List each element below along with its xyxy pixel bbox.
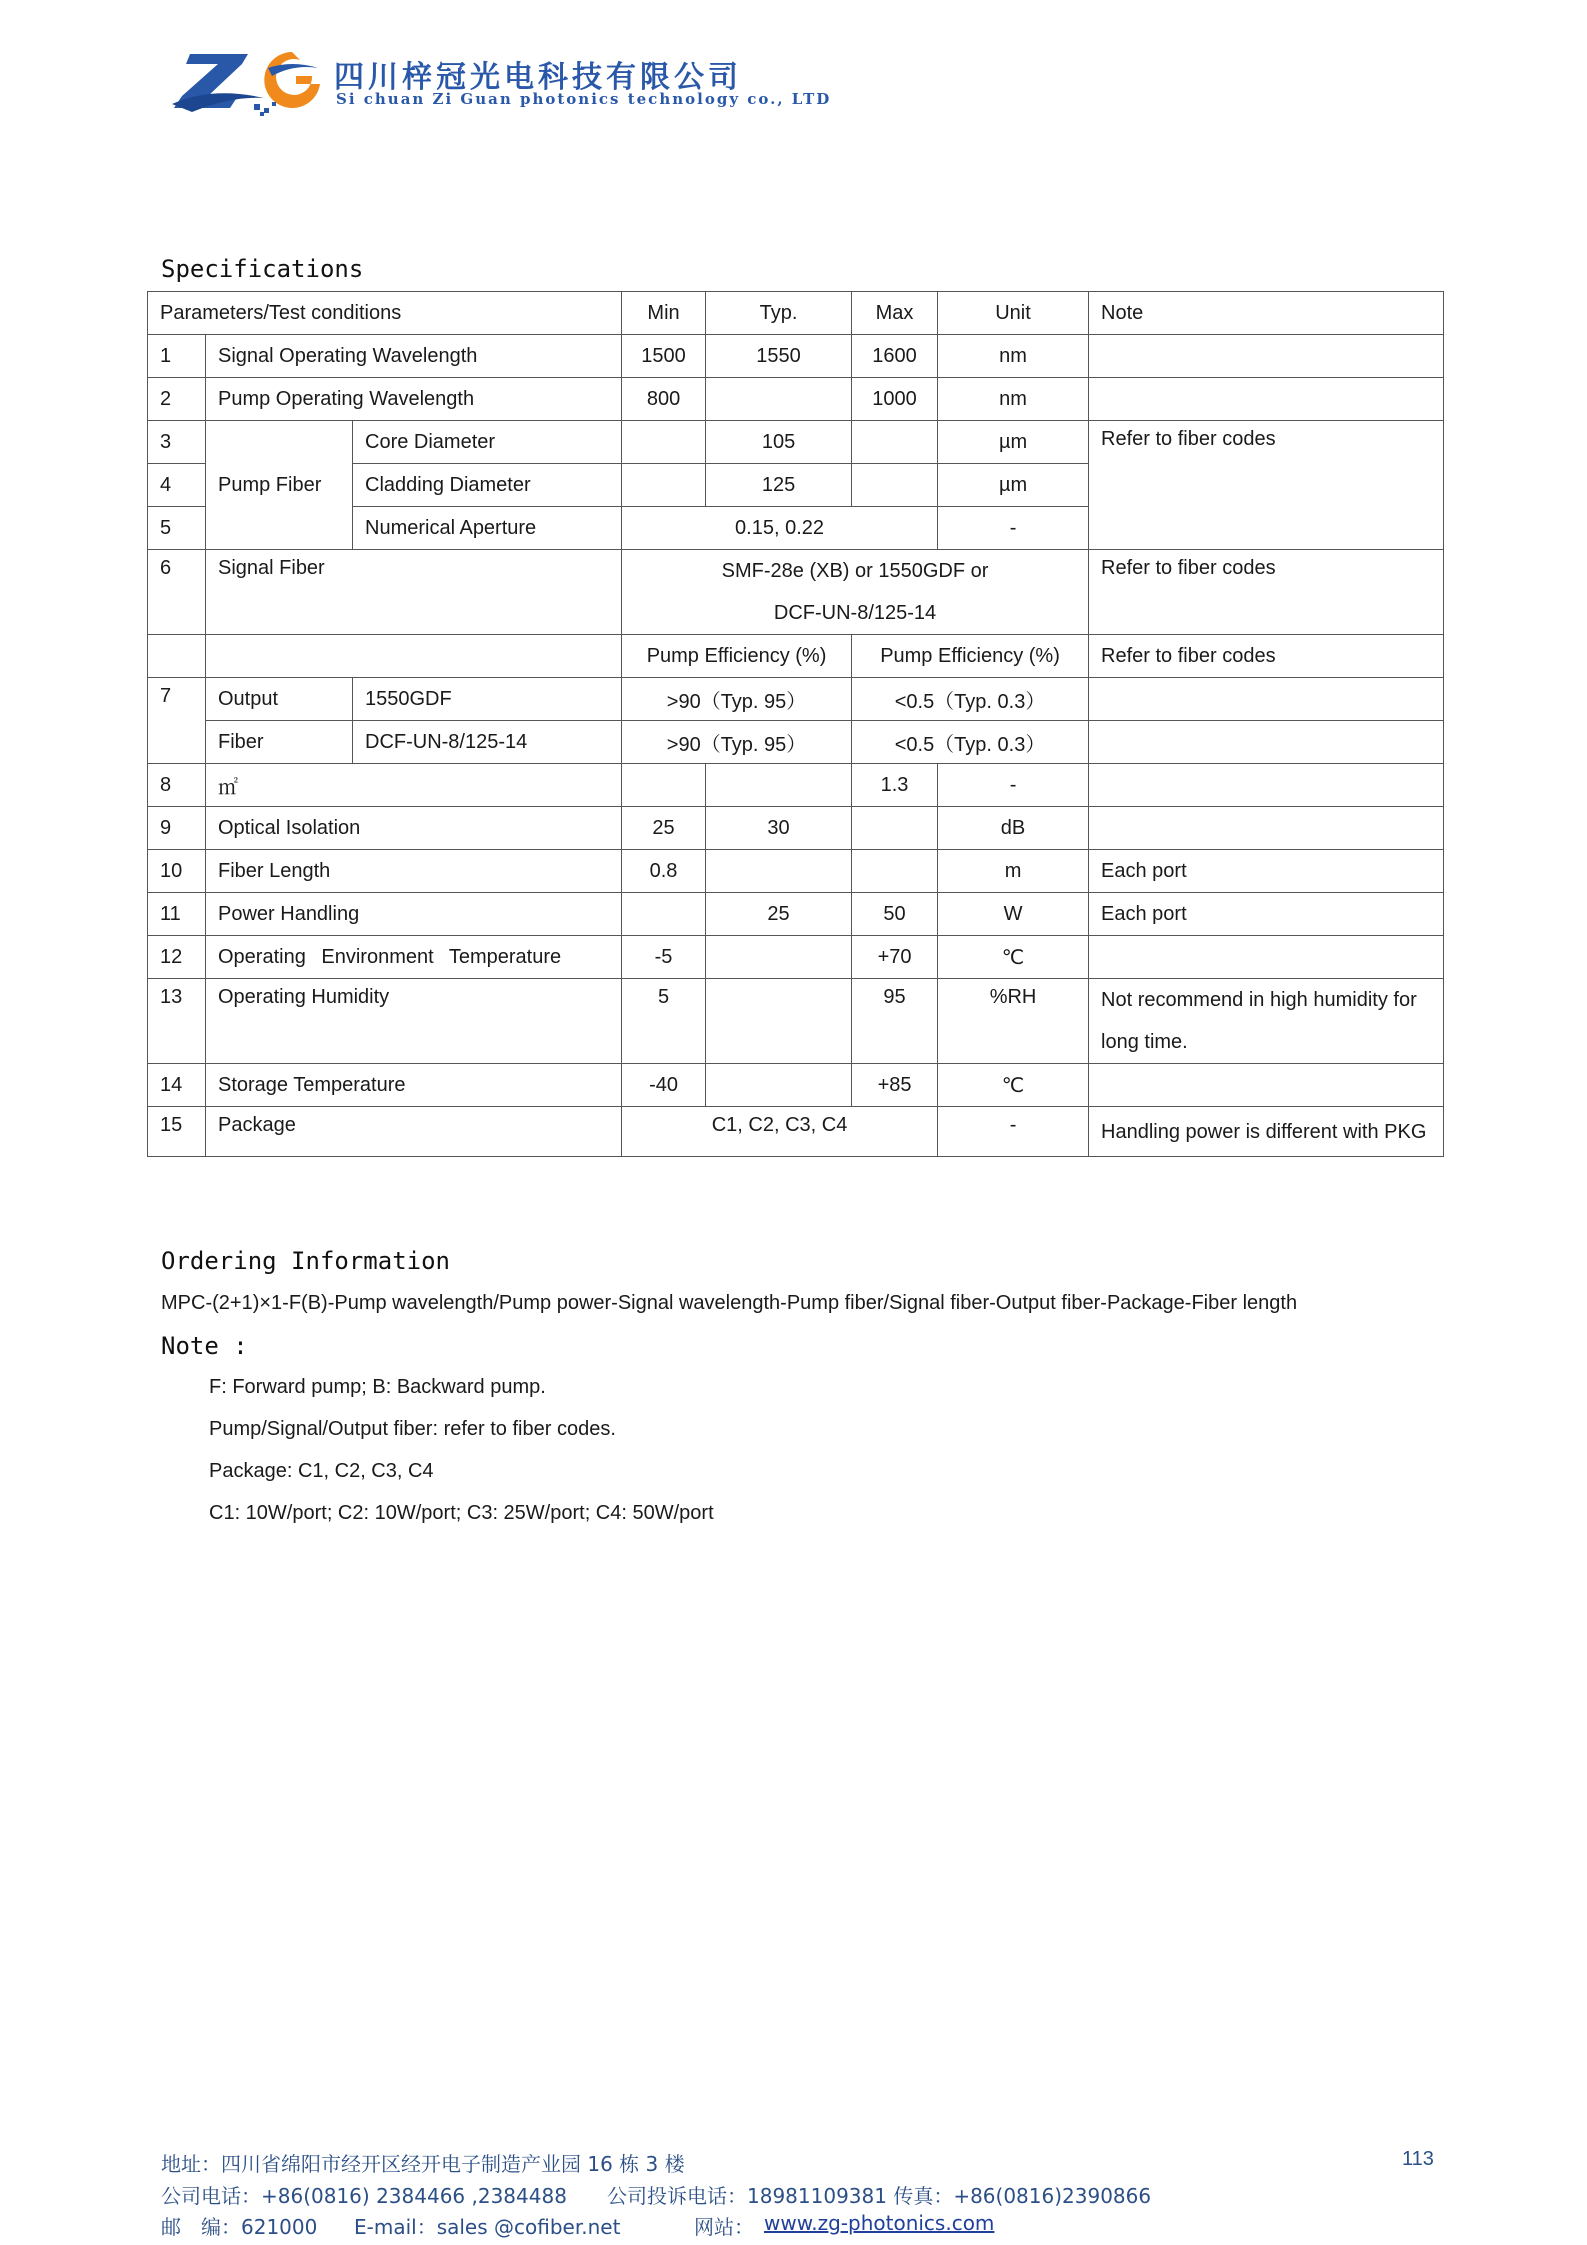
note-value: Each port <box>1089 893 1444 936</box>
max-value <box>852 421 938 464</box>
min-value <box>622 893 706 936</box>
max-value: 1000 <box>852 378 938 421</box>
typ-value <box>706 764 852 807</box>
footer-postcode: 邮 编：621000 <box>161 2215 318 2239</box>
typ-value <box>706 378 852 421</box>
table-row <box>148 893 1444 936</box>
ordering-code: MPC-(2+1)×1-F(B)-Pump wavelength/Pump power-Signal wavelength-Pump fiber/Signal fiber-Output fiber-Package-Fiber length <box>161 1292 1298 1314</box>
header-note: Note <box>1089 292 1444 335</box>
typ-value <box>706 1064 852 1107</box>
row-number: 15 <box>148 1107 206 1157</box>
efficiency-value: <0.5（Typ. 0.3） <box>852 721 1089 764</box>
min-value: -5 <box>622 936 706 979</box>
typ-value: 125 <box>706 464 852 507</box>
signal-fiber-value <box>622 550 1089 635</box>
unit-value: - <box>938 764 1089 807</box>
param-sub-name: DCF-UN-8/125-14 <box>353 721 622 764</box>
min-value: 0.8 <box>622 850 706 893</box>
signal-fiber-line1: SMF-28e (XB) or 1550GDF or <box>721 560 989 582</box>
table-row <box>148 678 1444 721</box>
row-number: 1 <box>148 335 206 378</box>
table-row <box>148 850 1444 893</box>
output-fiber-label-1: Output <box>206 678 353 721</box>
footer-website-link-wrap <box>764 2211 994 2235</box>
param-name: ㎡ <box>206 764 622 807</box>
row-number: 11 <box>148 893 206 936</box>
max-value <box>852 850 938 893</box>
min-value <box>622 464 706 507</box>
note-value <box>1089 335 1444 378</box>
company-name-en: Si chuan Zi Guan photonics technology co., LTD <box>336 90 832 108</box>
header-max: Max <box>852 292 938 335</box>
unit-value: - <box>938 507 1089 550</box>
signal-fiber-line2: DCF-UN-8/125-14 <box>773 602 937 624</box>
note-value: Not recommend in high humidity for long time. <box>1089 979 1444 1064</box>
note-value <box>1089 1064 1444 1107</box>
param-sub-name: Cladding Diameter <box>353 464 622 507</box>
row-number: 3 <box>148 421 206 464</box>
row-number: 10 <box>148 850 206 893</box>
table-row <box>148 550 1444 635</box>
param-name: Package <box>206 1107 622 1157</box>
table-header-row <box>148 292 1444 335</box>
row-number: 7 <box>148 678 206 764</box>
min-value: 800 <box>622 378 706 421</box>
note-value: Each port <box>1089 850 1444 893</box>
param-sub-name: Numerical Aperture <box>353 507 622 550</box>
note-value: Refer to fiber codes <box>1089 635 1444 678</box>
unit-value: nm <box>938 335 1089 378</box>
param-name: Fiber Length <box>206 850 622 893</box>
unit-value: %RH <box>938 979 1089 1064</box>
param-name: Signal Operating Wavelength <box>206 335 622 378</box>
ordering-heading: Ordering Information <box>161 1247 450 1275</box>
note-value <box>1089 807 1444 850</box>
unit-value: µm <box>938 421 1089 464</box>
unit-value: W <box>938 893 1089 936</box>
min-value: 25 <box>622 807 706 850</box>
typ-value <box>706 979 852 1064</box>
max-value: 1.3 <box>852 764 938 807</box>
footer-website-label: 网站： <box>694 2215 754 2239</box>
note-value: Handling power is different with PKG <box>1089 1107 1444 1157</box>
package-value: C1, C2, C3, C4 <box>622 1107 938 1157</box>
note-item: F: Forward pump; B: Backward pump. <box>209 1376 546 1398</box>
param-name: Pump Operating Wavelength <box>206 378 622 421</box>
table-row <box>148 635 1444 678</box>
typ-value: 105 <box>706 421 852 464</box>
specifications-table <box>147 291 1444 1157</box>
max-value: 95 <box>852 979 938 1064</box>
max-value: 1600 <box>852 335 938 378</box>
table-row <box>148 1107 1444 1157</box>
max-value: +70 <box>852 936 938 979</box>
max-value: 50 <box>852 893 938 936</box>
param-name: Signal Fiber <box>206 550 622 635</box>
row-number: 14 <box>148 1064 206 1107</box>
note-value <box>1089 721 1444 764</box>
website-link[interactable]: www.zg-photonics.com <box>764 2211 995 2235</box>
pump-efficiency-header-2: Pump Efficiency (%) <box>852 635 1089 678</box>
min-value <box>622 764 706 807</box>
row-number: 6 <box>148 550 206 635</box>
unit-value: dB <box>938 807 1089 850</box>
min-value: 5 <box>622 979 706 1064</box>
unit-value: nm <box>938 378 1089 421</box>
row-number: 5 <box>148 507 206 550</box>
footer-phone: 公司电话：+86(0816) 2384466 ,2384488 <box>161 2184 567 2208</box>
unit-value: µm <box>938 464 1089 507</box>
param-sub-name: 1550GDF <box>353 678 622 721</box>
na-value: 0.15, 0.22 <box>622 507 938 550</box>
param-sub-name: Core Diameter <box>353 421 622 464</box>
note-value <box>1089 378 1444 421</box>
typ-value: 1550 <box>706 335 852 378</box>
param-name: Storage Temperature <box>206 1064 622 1107</box>
pump-fiber-label: Pump Fiber <box>206 421 353 550</box>
footer-complaint-fax: 公司投诉电话：18981109381 传真：+86(0816)2390866 <box>607 2184 1152 2208</box>
pump-efficiency-header-1: Pump Efficiency (%) <box>622 635 852 678</box>
company-logo <box>172 46 322 118</box>
company-name-cn: 四川梓冠光电科技有限公司 <box>334 60 742 95</box>
note-item: C1: 10W/port; C2: 10W/port; C3: 25W/port; C4: 50W/port <box>209 1502 714 1524</box>
param-name: Operating Humidity <box>206 979 622 1064</box>
max-value <box>852 807 938 850</box>
efficiency-value: >90（Typ. 95） <box>622 721 852 764</box>
unit-value: ℃ <box>938 936 1089 979</box>
param-name <box>206 635 622 678</box>
header-param: Parameters/Test conditions <box>148 292 622 335</box>
note-value <box>1089 936 1444 979</box>
unit-value: ℃ <box>938 1064 1089 1107</box>
typ-value <box>706 850 852 893</box>
table-row <box>148 335 1444 378</box>
row-number: 9 <box>148 807 206 850</box>
unit-value: m <box>938 850 1089 893</box>
output-fiber-label-2: Fiber <box>206 721 353 764</box>
note-value <box>1089 764 1444 807</box>
header-min: Min <box>622 292 706 335</box>
row-number: 13 <box>148 979 206 1064</box>
param-name: Operating Environment Temperature <box>206 936 622 979</box>
typ-value: 30 <box>706 807 852 850</box>
typ-value: 25 <box>706 893 852 936</box>
row-number <box>148 635 206 678</box>
note-heading: Note : <box>161 1332 248 1360</box>
footer-email: E-mail：sales @cofiber.net <box>354 2215 621 2239</box>
table-row <box>148 721 1444 764</box>
note-value: Refer to fiber codes <box>1089 550 1444 635</box>
header-unit: Unit <box>938 292 1089 335</box>
max-value <box>852 464 938 507</box>
typ-value <box>706 936 852 979</box>
table-row <box>148 764 1444 807</box>
min-value: 1500 <box>622 335 706 378</box>
footer-address: 地址：四川省绵阳市经开区经开电子制造产业园 16 栋 3 楼 <box>161 2152 685 2176</box>
table-row <box>148 936 1444 979</box>
param-name: Optical Isolation <box>206 807 622 850</box>
row-number: 8 <box>148 764 206 807</box>
table-row <box>148 1064 1444 1107</box>
note-value <box>1089 678 1444 721</box>
row-number: 12 <box>148 936 206 979</box>
note-item: Package: C1, C2, C3, C4 <box>209 1460 434 1482</box>
efficiency-value: <0.5（Typ. 0.3） <box>852 678 1089 721</box>
table-row <box>148 807 1444 850</box>
min-value <box>622 421 706 464</box>
unit-value: - <box>938 1107 1089 1157</box>
max-value: +85 <box>852 1064 938 1107</box>
pump-fiber-note: Refer to fiber codes <box>1089 421 1444 550</box>
note-item: Pump/Signal/Output fiber: refer to fiber codes. <box>209 1418 616 1440</box>
row-number: 4 <box>148 464 206 507</box>
table-row <box>148 378 1444 421</box>
row-number: 2 <box>148 378 206 421</box>
param-name: Power Handling <box>206 893 622 936</box>
efficiency-value: >90（Typ. 95） <box>622 678 852 721</box>
table-row <box>148 421 1444 464</box>
specifications-heading: Specifications <box>161 255 364 283</box>
table-row <box>148 979 1444 1064</box>
page-number: 113 <box>1402 2148 1434 2170</box>
header-typ: Typ. <box>706 292 852 335</box>
min-value: -40 <box>622 1064 706 1107</box>
